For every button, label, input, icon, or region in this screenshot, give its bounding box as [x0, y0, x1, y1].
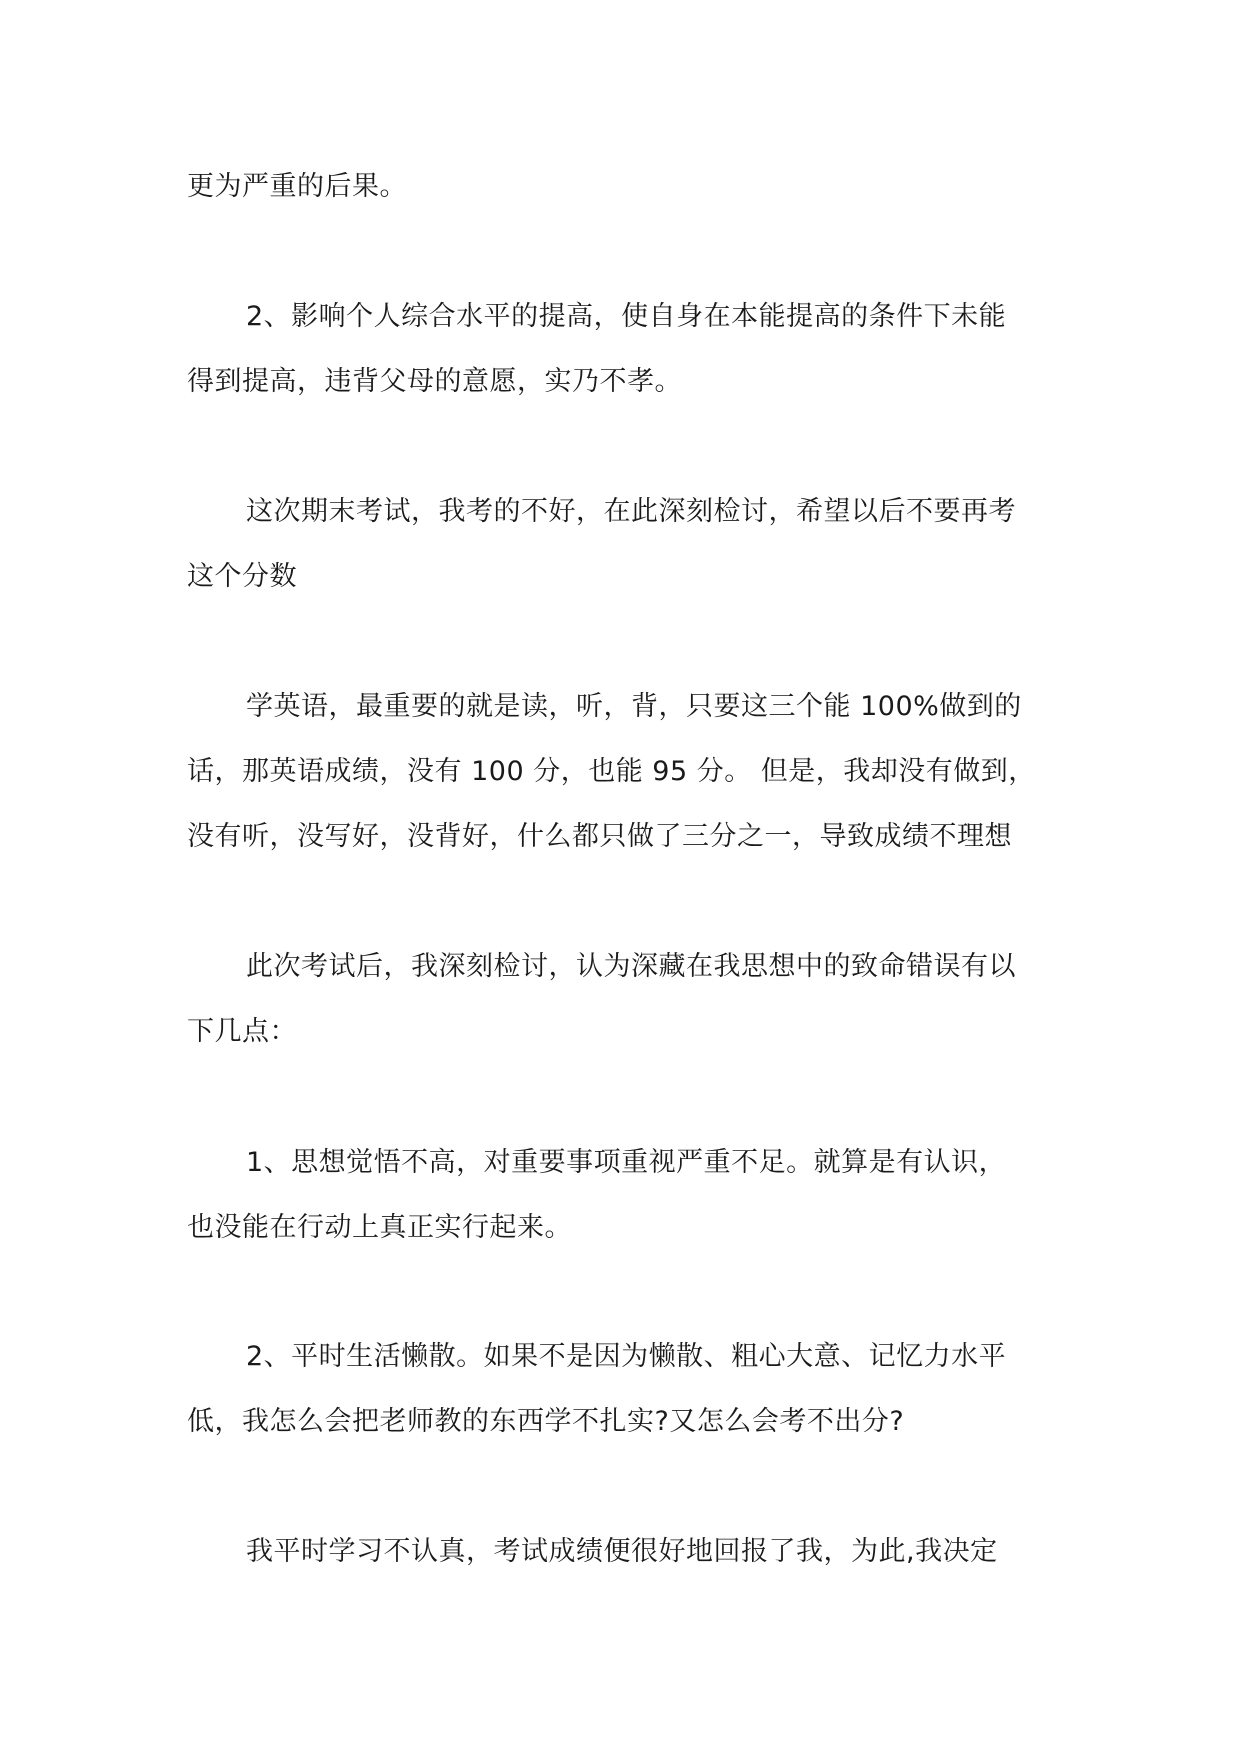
text-line: 这个分数	[187, 561, 297, 592]
text-line: 学英语，最重要的就是读，听，背，只要这三个能 100%做到的	[246, 691, 1022, 722]
paragraph-point-2-lazy	[187, 1324, 1067, 1454]
paragraph-consequence	[187, 154, 1067, 219]
text-line: 1、思想觉悟不高，对重要事项重视严重不足。就算是有认识，	[246, 1147, 1007, 1178]
text-line: 这次期末考试，我考的不好，在此深刻检讨，希望以后不要再考	[246, 496, 1016, 527]
paragraph-english-study	[187, 674, 1067, 869]
text-line: 更为严重的后果。	[187, 171, 407, 202]
paragraph-point-1-awareness	[187, 1130, 1067, 1260]
text-line: 得到提高，违背父母的意愿，实乃不孝。	[187, 366, 682, 397]
paragraph-decision	[187, 1519, 1067, 1584]
paragraph-reflection	[187, 934, 1067, 1064]
text-line: 此次考试后，我深刻检讨，认为深藏在我思想中的致命错误有以	[246, 951, 1016, 982]
text-line: 低，我怎么会把老师教的东西学不扎实?又怎么会考不出分?	[187, 1406, 905, 1437]
paragraph-final-exam	[187, 479, 1067, 609]
paragraph-point-2-impact	[187, 284, 1067, 414]
text-line: 话，那英语成绩，没有 100 分，也能 95 分。 但是，我却没有做到，	[187, 756, 1036, 787]
text-line: 2、影响个人综合水平的提高，使自身在本能提高的条件下未能	[246, 301, 1007, 332]
text-line: 我平时学习不认真，考试成绩便很好地回报了我，为此,我决定	[246, 1536, 998, 1567]
text-line: 没有听，没写好，没背好，什么都只做了三分之一，导致成绩不理想	[187, 821, 1012, 852]
text-line: 下几点：	[187, 1016, 297, 1047]
text-line: 2、平时生活懒散。如果不是因为懒散、粗心大意、记忆力水平	[246, 1341, 1007, 1372]
text-line: 也没能在行动上真正实行起来。	[187, 1212, 572, 1243]
